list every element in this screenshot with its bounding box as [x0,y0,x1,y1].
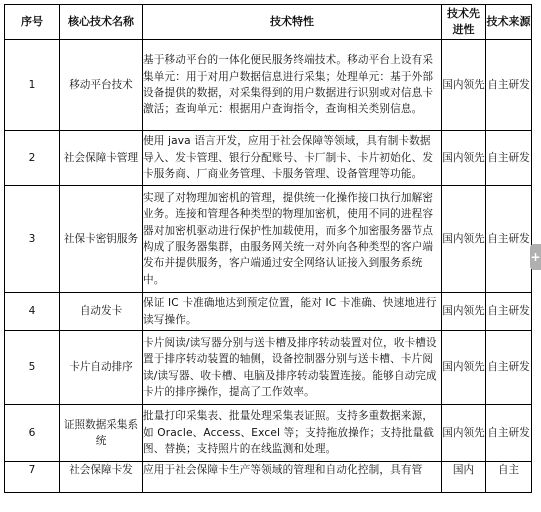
row-source: 自主研发 [486,293,532,331]
row-no: 2 [5,131,60,186]
row-source: 自主研发 [486,186,532,293]
table-header-row [5,5,532,40]
row-name: 证照数据采集系统 [60,405,143,462]
core-technology-table [4,4,532,493]
row-source: 自主 [486,462,532,493]
row-features: 保证 IC 卡准确地达到预定位置，能对 IC 卡准确、快速地进行读写操作。 [143,293,442,331]
table-row [5,331,532,405]
row-no: 3 [5,186,60,293]
header-no: 序号 [5,5,60,40]
row-no: 1 [5,40,60,131]
row-lead: 国内领先 [442,331,486,405]
row-lead: 国内领先 [442,293,486,331]
row-features: 应用于社会保障卡生产等领域的管理和自动化控制，具有管 [143,462,442,493]
row-source: 自主研发 [486,40,532,131]
header-features: 技术特性 [143,5,442,40]
row-features: 批量打印采集表、批量处理采集表证照。支持多重数据来源，如 Oracle、Access、Excel 等；支持拖放操作；支持批量截图、替换；支持照片的在线监测和处理。 [143,405,442,462]
row-features: 基于移动平台的一体化便民服务终端技术。移动平台上设有采集单元：用于对用户数据信息进行采集；处理单元：基于外部设备提供的数据，对采集得到的用户数据进行识别或对信息卡激活；查询单元：根据用户查询指令，查询相关类别信息。 [143,40,442,131]
row-no: 4 [5,293,60,331]
row-name: 卡片自动排序 [60,331,143,405]
table-row [5,405,532,462]
table-row [5,186,532,293]
row-lead: 国内领先 [442,131,486,186]
table-row [5,131,532,186]
expand-plus-icon[interactable]: + [530,244,541,270]
row-lead: 国内领先 [442,405,486,462]
row-features: 使用 java 语言开发，应用于社会保障等领域，具有制卡数据导入、发卡管理、银行分配账号、卡厂制卡、卡片初始化、发卡服务商、厂商业务管理、卡服务管理、设备管理等功能。 [143,131,442,186]
header-name: 核心技术名称 [60,5,143,40]
row-lead: 国内 [442,462,486,493]
table-row [5,293,532,331]
row-features: 卡片阅读/读写器分别与送卡槽及排序转动装置对位，收卡槽设置于排序转动装置的轴侧，设备控制器分别与送卡槽、卡片阅读/读写器、收卡槽、电脑及排序转动装置连接。能够自动完成卡片的排序操作，提高了工作效率。 [143,331,442,405]
row-name: 社保卡密钥服务 [60,186,143,293]
row-source: 自主研发 [486,405,532,462]
row-no: 6 [5,405,60,462]
row-source: 自主研发 [486,131,532,186]
row-no: 5 [5,331,60,405]
row-name: 移动平台技术 [60,40,143,131]
table-row [5,40,532,131]
row-name: 社会保障卡发 [60,462,143,493]
header-lead: 技术先进性 [442,5,486,40]
header-source: 技术来源 [486,5,532,40]
row-no: 7 [5,462,60,493]
table-row [5,462,532,493]
row-lead: 国内领先 [442,186,486,293]
row-features: 实现了对物理加密机的管理，提供统一化操作接口执行加解密业务。连接和管理各种类型的物理加密机，使用不同的进程容器对加密机驱动进行保护性加载使用，而多个加密服务器节点构成了服务器集群，由服务网关统一对外向各种类型的客户端发布并提供服务，客户端通过安全网络认证接入到服务系统中。 [143,186,442,293]
row-name: 自动发卡 [60,293,143,331]
row-lead: 国内领先 [442,40,486,131]
row-name: 社会保障卡管理 [60,131,143,186]
row-source: 自主研发 [486,331,532,405]
